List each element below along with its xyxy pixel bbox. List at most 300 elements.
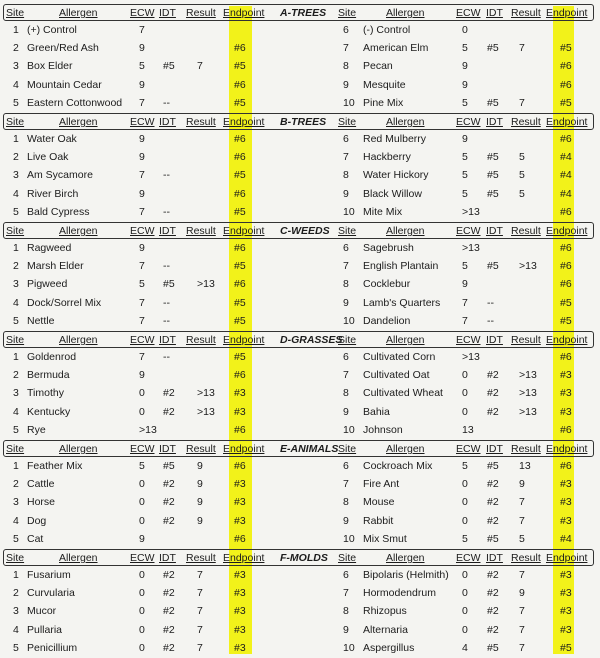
cell-ecw: 0 <box>462 587 468 600</box>
cell-ecw: 5 <box>462 460 468 472</box>
cell-allergen: Dandelion <box>363 314 411 327</box>
cell-site: 7 <box>343 478 349 491</box>
cell-allergen: Bahia <box>363 405 390 418</box>
table-row <box>3 384 594 402</box>
section-title: B-TREES <box>280 116 327 128</box>
cell-site: 1 <box>13 460 19 472</box>
cell-endpoint: #6 <box>234 187 246 200</box>
cell-site: 6 <box>343 242 349 254</box>
cell-site: 5 <box>13 314 19 327</box>
cell-allergen: Nettle <box>27 314 55 327</box>
cell-allergen: English Plantain <box>363 260 439 273</box>
cell-endpoint: #5 <box>234 351 246 363</box>
table-row <box>3 57 594 75</box>
cell-ecw: 5 <box>139 278 145 291</box>
column-header-site: Site <box>6 334 25 346</box>
cell-site: 7 <box>343 587 349 600</box>
cell-endpoint: #5 <box>234 60 246 73</box>
cell-allergen: Fusarium <box>27 569 71 581</box>
cell-result: 7 <box>519 605 525 618</box>
cell-site: 9 <box>343 405 349 418</box>
cell-allergen: Mucor <box>27 605 57 618</box>
table-row <box>3 421 594 439</box>
cell-site: 10 <box>343 205 355 218</box>
cell-endpoint: #5 <box>560 42 572 55</box>
cell-endpoint: #4 <box>560 169 572 182</box>
cell-allergen: Black Willow <box>363 187 422 200</box>
cell-endpoint: #6 <box>234 423 246 436</box>
column-header-result: Result <box>511 116 541 128</box>
cell-endpoint: #6 <box>234 78 246 91</box>
cell-allergen: Timothy <box>27 387 64 400</box>
cell-idt: #5 <box>487 96 499 109</box>
cell-result: 5 <box>519 151 525 164</box>
cell-result: 13 <box>519 460 531 472</box>
cell-allergen: Curvularia <box>27 587 75 600</box>
cell-ecw: >13 <box>462 351 480 363</box>
cell-allergen: Dog <box>27 514 47 527</box>
cell-idt: #2 <box>487 623 499 636</box>
cell-endpoint: #3 <box>560 514 572 527</box>
cell-result: >13 <box>519 260 537 273</box>
cell-ecw: 4 <box>462 641 468 654</box>
cell-idt: -- <box>163 296 170 309</box>
cell-endpoint: #3 <box>234 478 246 491</box>
cell-idt: #5 <box>487 42 499 55</box>
cell-site: 7 <box>343 369 349 382</box>
cell-idt: #5 <box>163 60 175 73</box>
cell-site: 8 <box>343 60 349 73</box>
table-row <box>3 512 594 530</box>
column-header-result: Result <box>511 334 541 346</box>
cell-ecw: 0 <box>462 369 468 382</box>
section-d-grasses <box>3 331 594 439</box>
cell-result: 9 <box>197 478 203 491</box>
cell-ecw: 5 <box>462 532 468 545</box>
cell-ecw: 7 <box>139 205 145 218</box>
cell-idt: #2 <box>487 587 499 600</box>
section-title: C-WEEDS <box>280 225 330 237</box>
cell-site: 5 <box>13 96 19 109</box>
column-header-idt: IDT <box>159 552 176 564</box>
cell-endpoint: #3 <box>560 569 572 581</box>
column-header-idt: IDT <box>486 7 503 19</box>
cell-idt: #2 <box>163 478 175 491</box>
section-title: A-TREES <box>280 7 327 19</box>
cell-allergen: Marsh Elder <box>27 260 84 273</box>
cell-endpoint: #4 <box>560 187 572 200</box>
cell-ecw: 0 <box>462 605 468 618</box>
cell-endpoint: #5 <box>560 296 572 309</box>
column-header-endpoint: Endpoint <box>546 225 588 237</box>
cell-site: 1 <box>13 351 19 363</box>
cell-idt: #2 <box>163 405 175 418</box>
cell-endpoint: #4 <box>560 532 572 545</box>
cell-site: 6 <box>343 133 349 145</box>
cell-ecw: 9 <box>139 42 145 55</box>
cell-endpoint: #3 <box>560 369 572 382</box>
cell-result: >13 <box>197 405 215 418</box>
cell-site: 4 <box>13 187 19 200</box>
cell-endpoint: #6 <box>560 260 572 273</box>
cell-endpoint: #6 <box>234 369 246 382</box>
cell-idt: #2 <box>487 478 499 491</box>
cell-endpoint: #3 <box>234 605 246 618</box>
column-header-site: Site <box>6 7 25 19</box>
cell-allergen: Lamb's Quarters <box>363 296 441 309</box>
column-header-allergen: Allergen <box>386 334 425 346</box>
cell-ecw: 0 <box>462 24 468 36</box>
cell-site: 8 <box>343 278 349 291</box>
cell-endpoint: #5 <box>560 314 572 327</box>
column-header-endpoint: Endpoint <box>546 7 588 19</box>
column-header-ecw: ECW <box>456 552 481 564</box>
column-header-result: Result <box>186 443 216 455</box>
cell-allergen: Dock/Sorrel Mix <box>27 296 102 309</box>
cell-result: 7 <box>519 42 525 55</box>
cell-endpoint: #6 <box>560 460 572 472</box>
section-header <box>3 4 594 21</box>
cell-allergen: Red Mulberry <box>363 133 427 145</box>
cell-endpoint: #3 <box>234 641 246 654</box>
cell-site: 2 <box>13 587 19 600</box>
column-header-endpoint: Endpoint <box>546 552 588 564</box>
cell-result: 9 <box>519 478 525 491</box>
column-header-ecw: ECW <box>456 225 481 237</box>
section-header <box>3 440 594 457</box>
cell-allergen: Bipolaris (Helmith) <box>363 569 449 581</box>
cell-allergen: Cockroach Mix <box>363 460 433 472</box>
cell-site: 5 <box>13 423 19 436</box>
cell-site: 9 <box>343 187 349 200</box>
cell-allergen: Cultivated Wheat <box>363 387 443 400</box>
cell-site: 7 <box>343 151 349 164</box>
cell-idt: #5 <box>163 460 175 472</box>
cell-ecw: 7 <box>139 96 145 109</box>
cell-ecw: 5 <box>462 169 468 182</box>
cell-endpoint: #6 <box>234 42 246 55</box>
cell-site: 2 <box>13 151 19 164</box>
cell-idt: #5 <box>487 460 499 472</box>
cell-allergen: Penicillium <box>27 641 78 654</box>
cell-result: >13 <box>519 387 537 400</box>
table-row <box>3 94 594 112</box>
column-header-result: Result <box>511 225 541 237</box>
cell-result: 7 <box>519 514 525 527</box>
table-row <box>3 76 594 94</box>
cell-endpoint: #3 <box>234 587 246 600</box>
cell-allergen: Box Elder <box>27 60 73 73</box>
cell-endpoint: #6 <box>560 133 572 145</box>
column-header-result: Result <box>186 7 216 19</box>
column-header-idt: IDT <box>159 225 176 237</box>
cell-endpoint: #5 <box>234 314 246 327</box>
column-header-idt: IDT <box>159 443 176 455</box>
cell-site: 8 <box>343 169 349 182</box>
column-header-idt: IDT <box>159 116 176 128</box>
cell-endpoint: #6 <box>234 278 246 291</box>
cell-idt: #5 <box>487 169 499 182</box>
cell-ecw: 7 <box>139 24 145 36</box>
cell-endpoint: #3 <box>560 605 572 618</box>
column-header-endpoint: Endpoint <box>223 334 265 346</box>
cell-site: 3 <box>13 60 19 73</box>
table-row <box>3 621 594 639</box>
column-header-site: Site <box>338 116 357 128</box>
cell-site: 3 <box>13 169 19 182</box>
column-header-endpoint: Endpoint <box>223 225 265 237</box>
cell-endpoint: #4 <box>560 151 572 164</box>
cell-idt: #2 <box>163 569 175 581</box>
column-header-result: Result <box>511 552 541 564</box>
cell-ecw: 9 <box>462 133 468 145</box>
cell-site: 3 <box>13 496 19 509</box>
cell-ecw: 0 <box>139 387 145 400</box>
section-c-weeds <box>3 222 594 330</box>
cell-site: 3 <box>13 387 19 400</box>
cell-ecw: 9 <box>462 278 468 291</box>
cell-endpoint: #3 <box>560 623 572 636</box>
cell-ecw: 0 <box>462 387 468 400</box>
column-header-allergen: Allergen <box>386 552 425 564</box>
cell-result: >13 <box>519 369 537 382</box>
cell-allergen: Water Hickory <box>363 169 429 182</box>
cell-idt: #5 <box>487 260 499 273</box>
cell-ecw: 5 <box>462 42 468 55</box>
column-header-ecw: ECW <box>456 334 481 346</box>
cell-idt: #2 <box>487 387 499 400</box>
cell-result: 7 <box>519 623 525 636</box>
column-header-ecw: ECW <box>456 116 481 128</box>
cell-idt: #2 <box>487 569 499 581</box>
cell-site: 10 <box>343 314 355 327</box>
cell-idt: #5 <box>487 641 499 654</box>
cell-ecw: 7 <box>139 314 145 327</box>
cell-idt: #2 <box>487 605 499 618</box>
section-title: F-MOLDS <box>280 552 328 564</box>
cell-result: 9 <box>197 460 203 472</box>
cell-endpoint: #3 <box>234 514 246 527</box>
cell-site: 10 <box>343 423 355 436</box>
cell-idt: #2 <box>487 405 499 418</box>
cell-site: 8 <box>343 387 349 400</box>
cell-site: 8 <box>343 605 349 618</box>
cell-allergen: Horse <box>27 496 56 509</box>
column-header-site: Site <box>338 552 357 564</box>
cell-ecw: 0 <box>139 478 145 491</box>
cell-endpoint: #3 <box>560 405 572 418</box>
column-header-site: Site <box>338 334 357 346</box>
cell-ecw: 7 <box>139 169 145 182</box>
cell-allergen: American Elm <box>363 42 429 55</box>
cell-allergen: Kentucky <box>27 405 71 418</box>
table-row <box>3 239 594 257</box>
cell-allergen: Mouse <box>363 496 395 509</box>
cell-site: 1 <box>13 24 19 36</box>
column-header-idt: IDT <box>159 334 176 346</box>
column-header-result: Result <box>186 334 216 346</box>
cell-idt: -- <box>163 96 170 109</box>
cell-site: 9 <box>343 78 349 91</box>
cell-ecw: 5 <box>462 187 468 200</box>
cell-result: 7 <box>197 587 203 600</box>
cell-result: 9 <box>197 514 203 527</box>
cell-result: >13 <box>519 405 537 418</box>
cell-ecw: 0 <box>462 405 468 418</box>
cell-site: 9 <box>343 623 349 636</box>
cell-allergen: Rye <box>27 423 46 436</box>
table-row <box>3 602 594 620</box>
cell-result: >13 <box>197 387 215 400</box>
column-header-result: Result <box>186 116 216 128</box>
cell-ecw: 5 <box>462 260 468 273</box>
cell-ecw: 0 <box>139 623 145 636</box>
cell-idt: -- <box>163 314 170 327</box>
table-row <box>3 257 594 275</box>
cell-result: 7 <box>197 605 203 618</box>
cell-endpoint: #3 <box>560 387 572 400</box>
section-header <box>3 222 594 239</box>
cell-allergen: Water Oak <box>27 133 77 145</box>
cell-site: 1 <box>13 133 19 145</box>
cell-site: 10 <box>343 532 355 545</box>
cell-allergen: Mite Mix <box>363 205 403 218</box>
cell-endpoint: #5 <box>560 96 572 109</box>
cell-endpoint: #6 <box>560 423 572 436</box>
cell-ecw: 0 <box>462 514 468 527</box>
cell-result: 7 <box>519 569 525 581</box>
cell-endpoint: #3 <box>234 496 246 509</box>
cell-result: 5 <box>519 532 525 545</box>
cell-ecw: 0 <box>139 569 145 581</box>
table-row <box>3 312 594 330</box>
cell-endpoint: #5 <box>560 641 572 654</box>
cell-site: 3 <box>13 278 19 291</box>
table-row <box>3 21 594 39</box>
column-header-allergen: Allergen <box>386 7 425 19</box>
cell-endpoint: #6 <box>234 151 246 164</box>
column-header-endpoint: Endpoint <box>546 116 588 128</box>
cell-ecw: 0 <box>139 405 145 418</box>
column-header-ecw: ECW <box>130 7 155 19</box>
cell-idt: -- <box>163 205 170 218</box>
table-row <box>3 275 594 293</box>
cell-allergen: Hackberry <box>363 151 411 164</box>
table-row <box>3 457 594 475</box>
table-row <box>3 403 594 421</box>
section-b-trees <box>3 113 594 221</box>
cell-endpoint: #6 <box>234 133 246 145</box>
cell-ecw: 9 <box>139 242 145 254</box>
section-title: E-ANIMALS <box>280 443 339 455</box>
column-header-allergen: Allergen <box>59 225 98 237</box>
cell-endpoint: #3 <box>234 569 246 581</box>
cell-site: 2 <box>13 260 19 273</box>
cell-site: 4 <box>13 296 19 309</box>
cell-allergen: Cattle <box>27 478 55 491</box>
cell-result: 5 <box>519 187 525 200</box>
cell-site: 2 <box>13 478 19 491</box>
table-row <box>3 294 594 312</box>
column-header-site: Site <box>6 552 25 564</box>
table-row <box>3 148 594 166</box>
cell-idt: #2 <box>163 605 175 618</box>
column-header-idt: IDT <box>486 225 503 237</box>
column-header-allergen: Allergen <box>59 334 98 346</box>
cell-ecw: >13 <box>139 423 157 436</box>
cell-endpoint: #6 <box>234 460 246 472</box>
cell-allergen: Fire Ant <box>363 478 400 491</box>
cell-site: 9 <box>343 514 349 527</box>
table-row <box>3 203 594 221</box>
cell-idt: -- <box>487 296 494 309</box>
cell-ecw: 0 <box>139 605 145 618</box>
column-header-ecw: ECW <box>130 443 155 455</box>
cell-allergen: Cat <box>27 532 44 545</box>
cell-site: 7 <box>343 260 349 273</box>
cell-endpoint: #3 <box>234 405 246 418</box>
table-row <box>3 566 594 584</box>
cell-ecw: >13 <box>462 242 480 254</box>
cell-endpoint: #3 <box>560 587 572 600</box>
column-header-allergen: Allergen <box>386 116 425 128</box>
column-header-endpoint: Endpoint <box>223 443 265 455</box>
cell-allergen: Ragweed <box>27 242 72 254</box>
cell-ecw: 0 <box>139 496 145 509</box>
cell-site: 6 <box>343 569 349 581</box>
column-header-idt: IDT <box>486 552 503 564</box>
cell-endpoint: #6 <box>560 60 572 73</box>
cell-ecw: 5 <box>462 96 468 109</box>
column-header-endpoint: Endpoint <box>223 552 265 564</box>
cell-result: 7 <box>519 496 525 509</box>
column-header-site: Site <box>6 116 25 128</box>
cell-endpoint: #3 <box>234 387 246 400</box>
cell-ecw: 9 <box>139 187 145 200</box>
cell-ecw: >13 <box>462 205 480 218</box>
cell-endpoint: #6 <box>560 242 572 254</box>
cell-result: 7 <box>197 623 203 636</box>
cell-ecw: 7 <box>139 260 145 273</box>
column-header-endpoint: Endpoint <box>546 334 588 346</box>
column-header-idt: IDT <box>486 116 503 128</box>
cell-allergen: Bermuda <box>27 369 70 382</box>
column-header-endpoint: Endpoint <box>223 7 265 19</box>
cell-ecw: 0 <box>139 514 145 527</box>
table-row <box>3 475 594 493</box>
cell-result: 7 <box>519 641 525 654</box>
section-e-animals <box>3 440 594 548</box>
column-header-allergen: Allergen <box>386 225 425 237</box>
table-row <box>3 639 594 657</box>
cell-endpoint: #6 <box>560 205 572 218</box>
cell-idt: -- <box>487 314 494 327</box>
column-header-ecw: ECW <box>130 116 155 128</box>
column-header-allergen: Allergen <box>59 116 98 128</box>
cell-site: 5 <box>13 205 19 218</box>
cell-idt: #5 <box>487 151 499 164</box>
cell-endpoint: #5 <box>234 296 246 309</box>
cell-site: 4 <box>13 514 19 527</box>
cell-allergen: Cocklebur <box>363 278 411 291</box>
column-header-allergen: Allergen <box>59 7 98 19</box>
cell-allergen: Hormodendrum <box>363 587 436 600</box>
cell-ecw: 13 <box>462 423 474 436</box>
cell-endpoint: #5 <box>234 205 246 218</box>
table-row <box>3 493 594 511</box>
cell-ecw: 9 <box>462 60 468 73</box>
cell-allergen: Am Sycamore <box>27 169 93 182</box>
